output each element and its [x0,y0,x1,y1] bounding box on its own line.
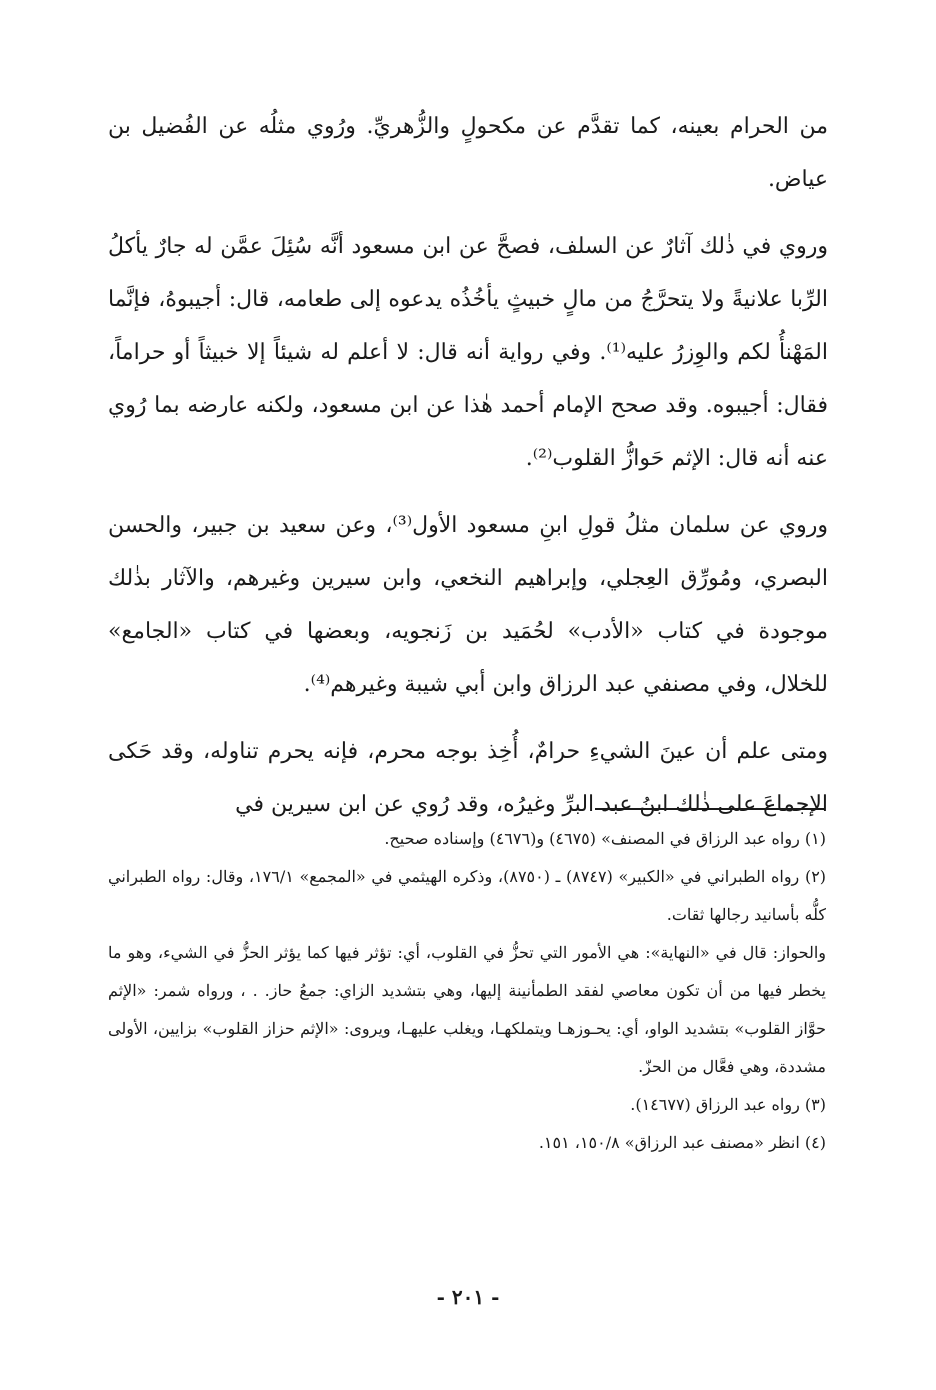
footnotes [108,820,826,1162]
paragraph-1: من الحرام بعينه، كما تقدَّم عن مكحولٍ والزُّهريِّ. ورُوي مثلُه عن الفُضيل بن عياض. [108,114,828,192]
footnote-3: (٣) رواه عبد الرزاق (١٤٦٧٧). [630,1095,826,1114]
paragraph-4: ومتى علم أن عينَ الشيءِ حرامٌ، أُخِذ بوجه محرم، فإنه يحرم تناوله، وقد حَكى الإجماعَ على ذٰلك ابنُ عبد البرِّ وغيرُه، وقد رُوي عن ابن سيرين في [108,739,828,817]
page-number: - ٢٠١ - [436,1285,500,1309]
footnote-1: (١) رواه عبد الرزاق في المصنف» (٤٦٧٥) و(٤٦٧٦) وإسناده صحيح. [384,829,826,848]
footnote-separator [595,808,825,810]
paragraph-3: وروي عن سلمان مثلُ قولِ ابنِ مسعود الأول⁽³⁾، وعن سعيد بن جبير، والحسن البصري، ومُورِّق العِجلي، وإبراهيم النخعي، وابن سيرين وغيرهم، والآثار بذٰلك موجودة في كتاب «الأدب» لحُمَيد بن زَنجويه، وبعضها في كتاب «الجامع» للخلال، وفي مصنفي عبد الرزاق وابن أبي شيبة وغيرهم⁽⁴⁾. [108,513,828,697]
footnote-2-explanation: والحواز: قال في «النهاية»: هي الأمور التي تحزُّ في القلوب، أي: تؤثر فيها كما يؤثر الحزُّ في الشيء، وهو ما يخطر فيها من أن تكون معاصي لفقد الطمأنينة إليها، وهي بتشديد الزاي: جمعُ حاز. . ، ورواه شمر: «الإثم حوَّاز القلوب» بتشديد الواو، أي: يحـوزهـا ويتملكهـا، ويغلب عليهـا، ويروى: «الإثم حزاز القلوب» بزايين، الأولى مشددة، وهي فعَّال من الحزّ. [108,943,826,1076]
main-text [108,100,828,831]
footnote-4: (٤) انظر «مصنف عبد الرزاق» ١٥٠/٨، ١٥١. [538,1133,826,1152]
paragraph-2: وروي في ذٰلك آثارٌ عن السلف، فصحَّ عن ابن مسعود أنَّه سُئِلَ عمَّن له جارٌ يأكلُ الرِّبا علانيةً ولا يتحرَّجُ من مالٍ خبيثٍ يأخُذُه يدعوه إلى طعامه، قال: أجيبوهُ، فإنَّما المَهْنأُ لكم والوِزرُ عليه⁽¹⁾. وفي رواية أنه قال: لا أعلم له شيئاً إلا خبيثاً أو حراماً، فقال: أجيبوه. وقد صحح الإمام أحمد هٰذا عن ابن مسعود، ولكنه عارضه بما رُوي عنه أنه قال: الإثم حَوازُّ القلوب⁽²⁾. [108,234,828,471]
footnote-2: (٢) رواه الطبراني في «الكبير» (٨٧٤٧) ـ (٨٧٥٠)، وذكره الهيثمي في «المجمع» ١٧٦/١، وقال: رواه الطبراني كلُّه بأسانيد رجالها ثقات. [108,867,827,924]
